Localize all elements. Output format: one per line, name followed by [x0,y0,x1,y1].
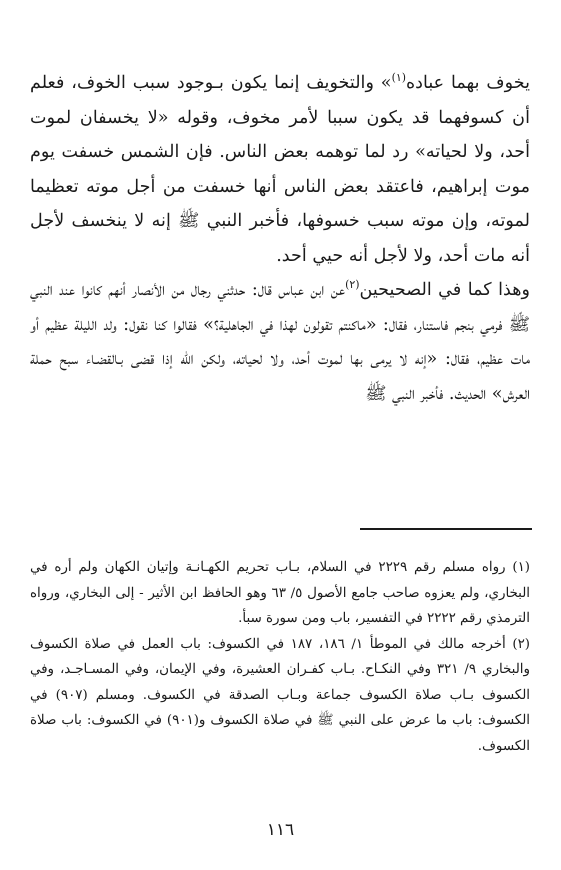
footnote-separator [360,528,532,530]
paragraph-2-start: وهذا كما في الصحيحين [359,280,530,300]
paragraph-2 [30,273,530,411]
footnote-ref-1: (١) [391,71,406,85]
paragraph-1-rest: » والتخويف إنما يكون بـوجود سبب الخوف، فعلم أن كسوفهما قد يكون سببا لأمر مخوف، وقوله «لا يخسفان لموت أحد، ولا لحياته» رد لما توهمه بعض الناس. فإن الشمس خسفت يوم موت إبراهيم، فاعتقد بعض الناس أنها خسفت من أجل موته تعظيما لموته، وإن موته سبب خسوفها، فأخبر النبي ﷺ إنه لا ينخسف لأجل أنه مات أحد، ولا لأجل أنه حيي أحد. [30,73,530,266]
paragraph-1-start: يخوف بهما عباده [405,73,530,93]
footnote-ref-2: (٢) [345,278,360,292]
page-number: ١١٦ [266,820,295,840]
footnotes [30,555,530,759]
main-text [30,66,530,411]
paragraph-2-rest: عن ابن عباس قال: حدثني رجال من الأنصار أنهم كانوا عند النبي ﷺ فرمي بنجم فاستنار، فقال: «ماكنتم تقولون لهذا في الجاهلية؟» فقالوا كنا نقول: ولد الليلة عظيم أو مات عظيم، فقال: «إنه لا يرمى بها لموت أحد، ولا لحياته، ولكن الله إذا قضى بـالقضـاء سبح حملة العرش» الحديث. فأخبر النبي ﷺ [30,280,530,404]
footnote-2: (٢) أخرجه مالك في الموطأ ١/ ١٨٦، ١٨٧ في الكسوف: باب العمل في صلاة الكسوف والبخاري ٩/ ٣٢١ وفي النكـاح. بـاب كفـران العشيرة، وفي الإيمان، وفي المسـاجـد، وفي الكسوف بـاب صلاة الكسوف جماعة وبـاب الصدقة في الكسوف. ومسلم (٩٠٧) في الكسوف: باب ما عرض على النبي ﷺ في صلاة الكسوف و(٩٠١) في الكسوف: باب صلاة الكسوف. [30,636,530,754]
footnote-1: (١) رواه مسلم رقم ٢٢٢٩ في السلام، بـاب تحريم الكهـانـة وإتيان الكهان ولم أره في البخاري، ولم يعزوه صاحب جامع الأصول ٥/ ٦٣ وهو الحافظ ابن الأثير - إلى البخاري، ورواه الترمذي رقم ٢٢٢٢ في التفسير، باب ومن سورة سبأ. [30,560,531,626]
paragraph-1 [30,66,530,273]
